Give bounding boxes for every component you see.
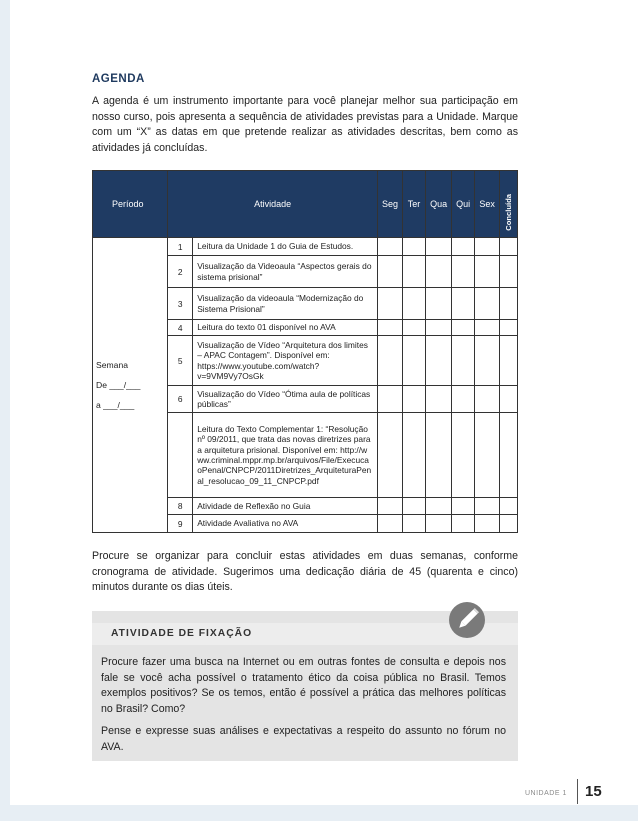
periodo-de: De ___/___ bbox=[96, 380, 141, 390]
check-qui[interactable] bbox=[452, 413, 475, 498]
row-number: 6 bbox=[168, 386, 193, 413]
header-sex: Sex bbox=[475, 171, 500, 238]
check-qua[interactable] bbox=[426, 386, 452, 413]
check-seg[interactable] bbox=[378, 498, 403, 515]
periodo-semana: Semana bbox=[96, 360, 129, 370]
check-concluida[interactable] bbox=[500, 413, 518, 498]
check-concluida[interactable] bbox=[500, 386, 518, 413]
check-concluida[interactable] bbox=[500, 498, 518, 515]
check-concluida[interactable] bbox=[500, 320, 518, 336]
page-number: 15 bbox=[585, 783, 602, 800]
header-periodo: Período bbox=[93, 171, 168, 238]
agenda-table bbox=[92, 170, 518, 533]
check-seg[interactable] bbox=[378, 386, 403, 413]
check-qua[interactable] bbox=[426, 288, 452, 320]
side-strip bbox=[0, 0, 10, 821]
check-ter[interactable] bbox=[403, 320, 426, 336]
check-ter[interactable] bbox=[403, 515, 426, 533]
activity-text: Atividade de Reflexão no Guia bbox=[193, 498, 378, 515]
check-sex[interactable] bbox=[475, 515, 500, 533]
check-qui[interactable] bbox=[452, 336, 475, 386]
box-paragraph-1: Procure fazer uma busca na Internet ou em outras fontes de consulta e depois nos fale se você acha possível o tratamento ético da coisa pública no Brasil. Temos exemplos positivos? Se os temos, então é possível a prática das melhores políticas no Brasil? Como? bbox=[101, 656, 506, 715]
check-ter[interactable] bbox=[403, 288, 426, 320]
check-concluida[interactable] bbox=[500, 256, 518, 288]
activity-text: Leitura da Unidade 1 do Guia de Estudos. bbox=[193, 238, 378, 256]
check-seg[interactable] bbox=[378, 413, 403, 498]
header-ter: Ter bbox=[403, 171, 426, 238]
intro-paragraph: A agenda é um instrumento importante para você planejar melhor sua participação em nosso curso, pois apresenta a sequência de atividades previstas para a Unidade. Marque com um “X” as datas em que pretende realizar as atividades descritas, bem como as atividades já concluídas. bbox=[92, 95, 518, 154]
row-number bbox=[168, 413, 193, 498]
check-sex[interactable] bbox=[475, 413, 500, 498]
pencil-icon bbox=[449, 602, 485, 638]
check-concluida[interactable] bbox=[500, 288, 518, 320]
check-concluida[interactable] bbox=[500, 515, 518, 533]
header-seg: Seg bbox=[378, 171, 403, 238]
check-qui[interactable] bbox=[452, 386, 475, 413]
check-sex[interactable] bbox=[475, 386, 500, 413]
check-sex[interactable] bbox=[475, 256, 500, 288]
row-number: 3 bbox=[168, 288, 193, 320]
check-qui[interactable] bbox=[452, 498, 475, 515]
row-number: 8 bbox=[168, 498, 193, 515]
check-ter[interactable] bbox=[403, 238, 426, 256]
periodo-cell bbox=[93, 238, 168, 533]
check-qui[interactable] bbox=[452, 320, 475, 336]
box-title: ATIVIDADE DE FIXAÇÃO bbox=[111, 628, 253, 639]
check-qua[interactable] bbox=[426, 336, 452, 386]
check-qua[interactable] bbox=[426, 498, 452, 515]
bottom-strip bbox=[0, 805, 638, 821]
check-ter[interactable] bbox=[403, 498, 426, 515]
check-seg[interactable] bbox=[378, 336, 403, 386]
activity-text: Visualização do Vídeo “Ótima aula de políticas públicas” bbox=[193, 386, 378, 413]
check-qui[interactable] bbox=[452, 288, 475, 320]
check-qui[interactable] bbox=[452, 256, 475, 288]
check-sex[interactable] bbox=[475, 498, 500, 515]
check-sex[interactable] bbox=[475, 320, 500, 336]
schedule-note: Procure se organizar para concluir estas atividades em duas semanas, conforme cronograma de atividade. Sugerimos uma dedicação diária de 45 (quarenta e cinco) minutos durante os dias úteis. bbox=[92, 550, 518, 593]
box-text bbox=[101, 655, 506, 762]
row-number: 4 bbox=[168, 320, 193, 336]
check-qua[interactable] bbox=[426, 238, 452, 256]
header-atividade: Atividade bbox=[168, 171, 378, 238]
check-concluida[interactable] bbox=[500, 238, 518, 256]
row-number: 1 bbox=[168, 238, 193, 256]
activity-text: Visualização de Vídeo “Arquitetura dos limites – APAC Contagem”. Disponível em: https://www.youtube.com/watch?v=9VM9Vy7OsGk bbox=[193, 336, 378, 386]
activity-text: Leitura do Texto Complementar 1: “Resolução nº 09/2011, que trata das novas diretrizes para a arquitetura prisional. Disponível em: http://www.criminal.mppr.mp.br/arquivos/File/ExecucaoPenal/CNPCP/2011Diretrizes_ArquiteturaPenal_resolucao_09_11_CNPCP.pdf bbox=[193, 413, 378, 498]
check-seg[interactable] bbox=[378, 256, 403, 288]
check-qua[interactable] bbox=[426, 515, 452, 533]
periodo-a: a ___/___ bbox=[96, 400, 135, 410]
header-qua: Qua bbox=[426, 171, 452, 238]
activity-text: Leitura do texto 01 disponível no AVA bbox=[193, 320, 378, 336]
check-qui[interactable] bbox=[452, 515, 475, 533]
row-number: 5 bbox=[168, 336, 193, 386]
check-qua[interactable] bbox=[426, 413, 452, 498]
fixation-activity-box bbox=[92, 611, 518, 761]
footer-divider bbox=[577, 779, 578, 804]
check-ter[interactable] bbox=[403, 413, 426, 498]
box-paragraph-2: Pense e expresse suas análises e expectativas a respeito do assunto no fórum no AVA. bbox=[101, 725, 506, 753]
section-heading: AGENDA bbox=[92, 73, 145, 85]
check-seg[interactable] bbox=[378, 238, 403, 256]
check-sex[interactable] bbox=[475, 288, 500, 320]
row-number: 9 bbox=[168, 515, 193, 533]
check-ter[interactable] bbox=[403, 336, 426, 386]
header-qui: Qui bbox=[452, 171, 475, 238]
header-concluida: Concluída bbox=[500, 171, 518, 238]
activity-text: Visualização da Videoaula “Aspectos gerais do sistema prisional” bbox=[193, 256, 378, 288]
check-seg[interactable] bbox=[378, 515, 403, 533]
check-seg[interactable] bbox=[378, 320, 403, 336]
activity-text: Visualização da videoaula “Modernização do Sistema Prisional” bbox=[193, 288, 378, 320]
check-ter[interactable] bbox=[403, 386, 426, 413]
check-qui[interactable] bbox=[452, 238, 475, 256]
check-concluida[interactable] bbox=[500, 336, 518, 386]
activity-text: Atividade Avaliativa no AVA bbox=[193, 515, 378, 533]
unit-label: UNIDADE 1 bbox=[525, 790, 567, 797]
check-qua[interactable] bbox=[426, 256, 452, 288]
check-seg[interactable] bbox=[378, 288, 403, 320]
check-sex[interactable] bbox=[475, 336, 500, 386]
check-ter[interactable] bbox=[403, 256, 426, 288]
check-sex[interactable] bbox=[475, 238, 500, 256]
check-qua[interactable] bbox=[426, 320, 452, 336]
row-number: 2 bbox=[168, 256, 193, 288]
